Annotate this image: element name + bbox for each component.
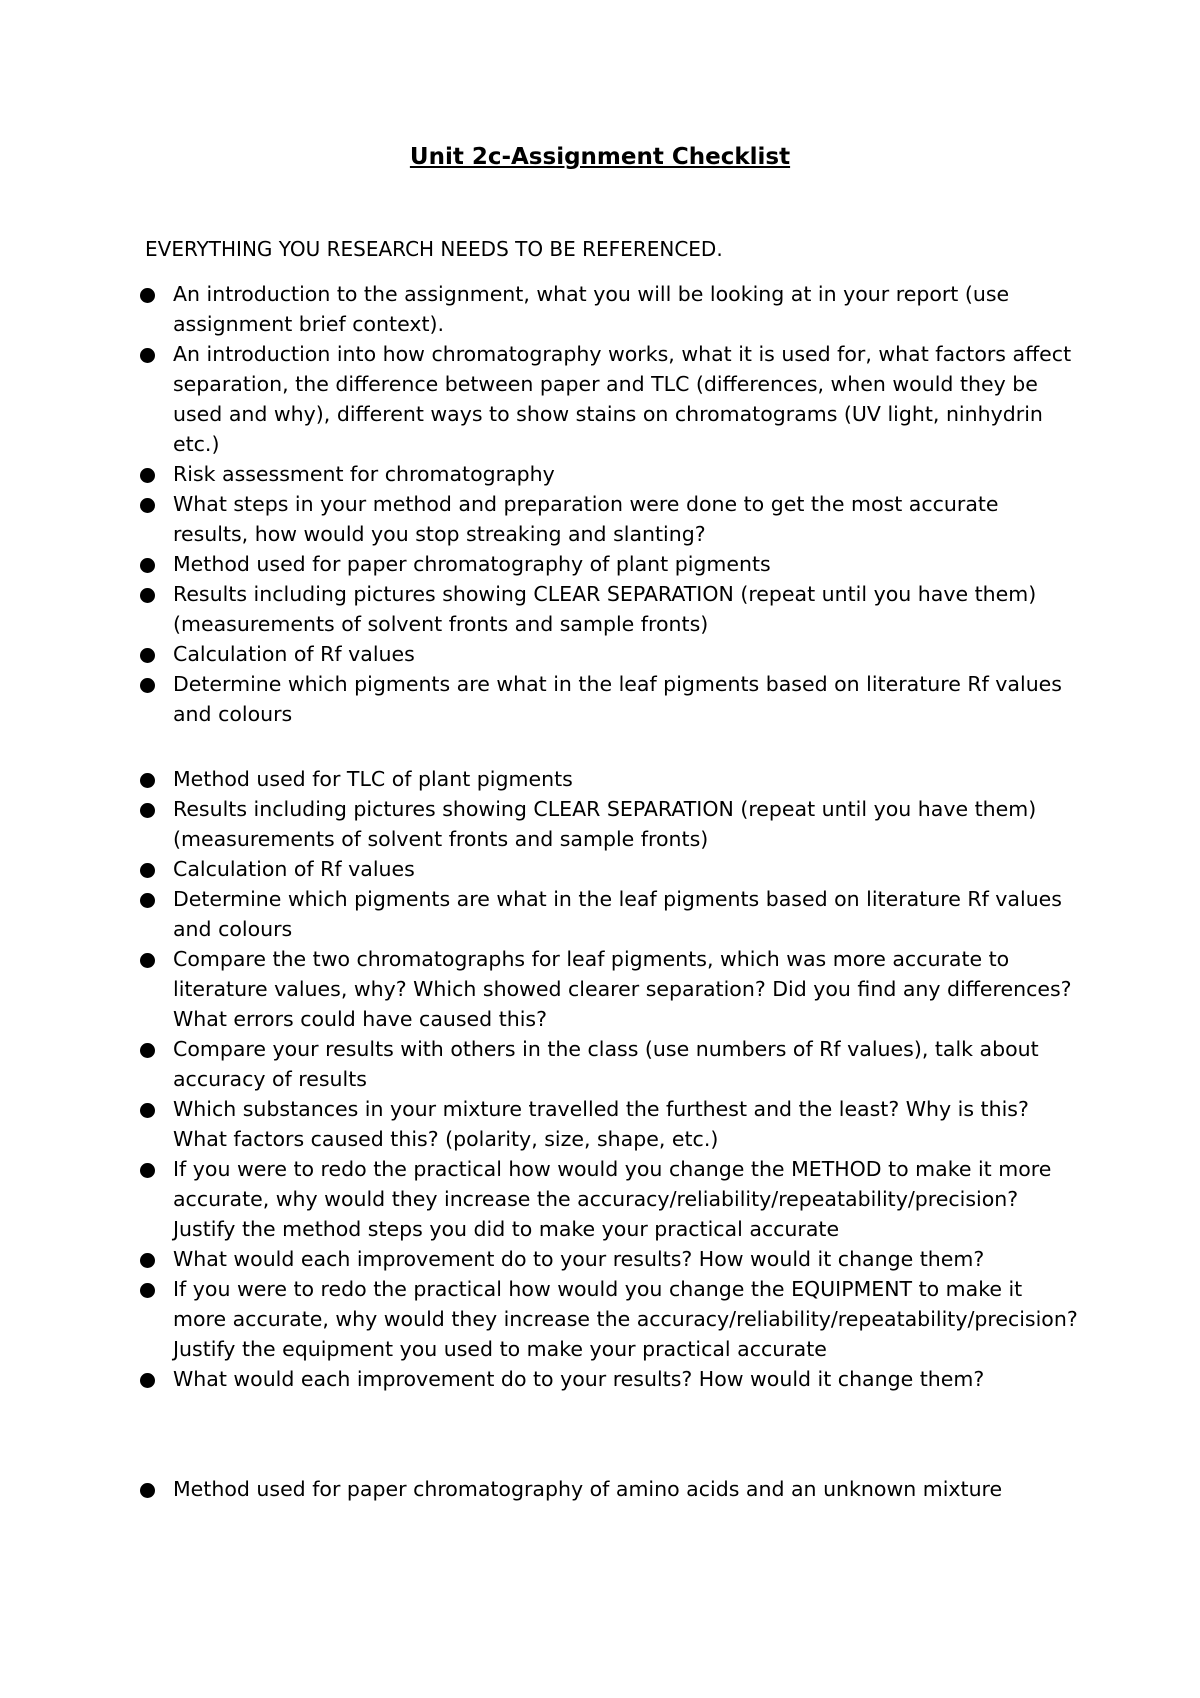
checklist-item	[138, 279, 1078, 339]
checklist-item-text: Compare your results with others in the class (use numbers of Rf values), talk about accuracy of results	[173, 1037, 1039, 1091]
checklist-item-text: If you were to redo the practical how would you change the EQUIPMENT to make it more accurate, why would they increase the accuracy/reliability/repeatability/precision? Justify the equipment you used to make your practical accurate	[173, 1277, 1078, 1361]
bullet-icon	[140, 1163, 155, 1178]
checklist-item-text: Compare the two chromatographs for leaf pigments, which was more accurate to literature values, why? Which showed clearer separation? Did you find any differences? What errors could have caused this?	[173, 947, 1072, 1031]
checklist-group-2	[138, 764, 1078, 1394]
bullet-icon	[140, 953, 155, 968]
checklist-group-3	[138, 1474, 1078, 1504]
checklist-item-text: Method used for paper chromatography of amino acids and an unknown mixture	[173, 1477, 1003, 1501]
checklist-item	[138, 549, 1078, 579]
bullet-icon	[140, 558, 155, 573]
bullet-icon	[140, 678, 155, 693]
bullet-icon	[140, 773, 155, 788]
checklist-item-text: What would each improvement do to your results? How would it change them?	[173, 1247, 985, 1271]
bullet-icon	[140, 1043, 155, 1058]
checklist-item	[138, 1154, 1078, 1244]
checklist-item	[138, 579, 1078, 639]
checklist-item-text: Calculation of Rf values	[173, 857, 415, 881]
checklist-item	[138, 489, 1078, 549]
checklist-item-text: Risk assessment for chromatography	[173, 462, 555, 486]
checklist-item-text: Results including pictures showing CLEAR SEPARATION (repeat until you have them) (measurements of solvent fronts and sample fronts)	[173, 582, 1037, 636]
bullet-icon	[140, 1253, 155, 1268]
checklist-item-text: Determine which pigments are what in the leaf pigments based on literature Rf values and colours	[173, 887, 1062, 941]
bullet-icon	[140, 863, 155, 878]
bullet-icon	[140, 348, 155, 363]
bullet-icon	[140, 803, 155, 818]
checklist-item	[138, 1244, 1078, 1274]
bullet-icon	[140, 1283, 155, 1298]
checklist-item	[138, 1034, 1078, 1094]
checklist-item-text: If you were to redo the practical how would you change the METHOD to make it more accurate, why would they increase the accuracy/reliability/repeatability/precision? Justify the method steps you did to make your practical accurate	[173, 1157, 1052, 1241]
checklist-item-text: An introduction into how chromatography works, what it is used for, what factors affect separation, the difference between paper and TLC (differences, when would they be used and why), different ways to show stains on chromatograms (UV light, ninhydrin etc.)	[173, 342, 1072, 456]
checklist-item-text: Which substances in your mixture travelled the furthest and the least? Why is this? What factors caused this? (polarity, size, shape, etc.)	[173, 1097, 1029, 1151]
checklist-item-text: Method used for TLC of plant pigments	[173, 767, 573, 791]
page-title: Unit 2c-Assignment Checklist	[409, 144, 791, 170]
checklist-item	[138, 1274, 1078, 1364]
checklist-item-text: What steps in your method and preparation were done to get the most accurate results, how would you stop streaking and slanting?	[173, 492, 999, 546]
checklist-item-text: Determine which pigments are what in the leaf pigments based on literature Rf values and colours	[173, 672, 1062, 726]
bullet-icon	[140, 648, 155, 663]
checklist-item	[138, 1094, 1078, 1154]
bullet-icon	[140, 1483, 155, 1498]
checklist-item	[138, 764, 1078, 794]
bullet-icon	[140, 588, 155, 603]
bullet-icon	[140, 288, 155, 303]
checklist-item-text: Calculation of Rf values	[173, 642, 415, 666]
checklist-item	[138, 794, 1078, 854]
checklist-item	[138, 339, 1078, 459]
checklist-item	[138, 884, 1078, 944]
checklist-item	[138, 459, 1078, 489]
bullet-icon	[140, 498, 155, 513]
bullet-icon	[140, 1103, 155, 1118]
reference-note: EVERYTHING YOU RESEARCH NEEDS TO BE REFERENCED.	[145, 237, 723, 261]
checklist-item	[138, 669, 1078, 729]
checklist-item	[138, 639, 1078, 669]
checklist-item-text: Results including pictures showing CLEAR SEPARATION (repeat until you have them) (measurements of solvent fronts and sample fronts)	[173, 797, 1037, 851]
checklist-item-text: An introduction to the assignment, what you will be looking at in your report (use assignment brief context).	[173, 282, 1010, 336]
checklist-group-1	[138, 279, 1078, 729]
bullet-icon	[140, 1373, 155, 1388]
checklist-item-text: Method used for paper chromatography of plant pigments	[173, 552, 771, 576]
checklist-item	[138, 854, 1078, 884]
checklist-item-text: What would each improvement do to your results? How would it change them?	[173, 1367, 985, 1391]
checklist-item	[138, 1474, 1078, 1504]
bullet-icon	[140, 468, 155, 483]
checklist-item	[138, 1364, 1078, 1394]
bullet-icon	[140, 893, 155, 908]
checklist-item	[138, 944, 1078, 1034]
